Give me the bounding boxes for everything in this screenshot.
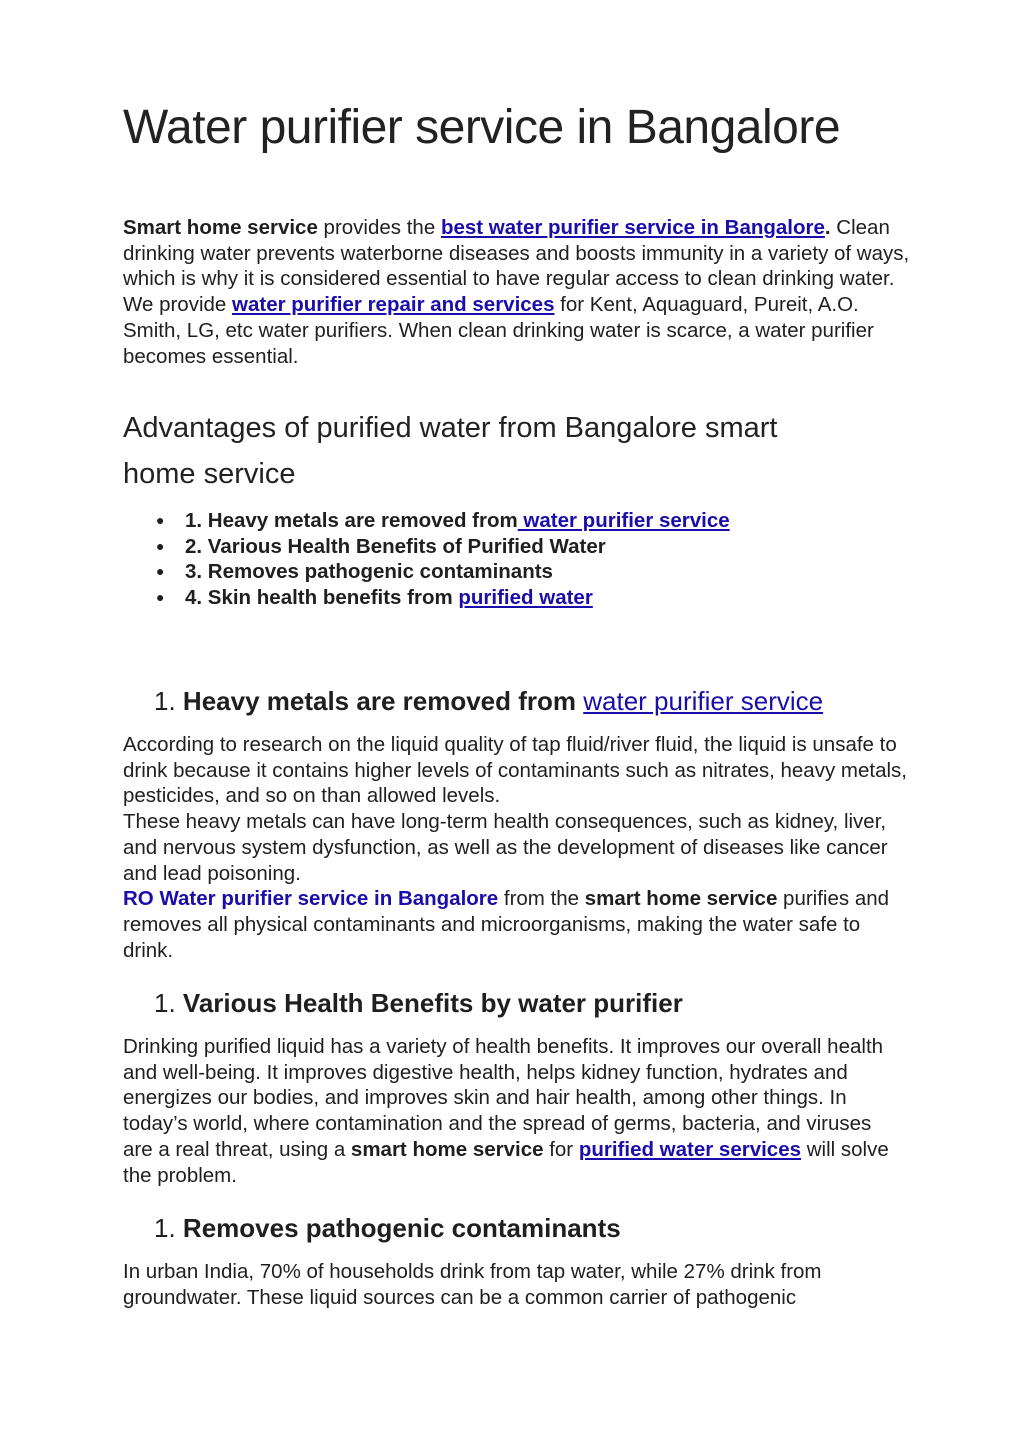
section3-paragraph: In urban India, 70% of households drink from tap water, while 27% drink from groundwater. These liquid sources can be a common carrier of pathogenic (123, 1260, 822, 1309)
list-item (123, 559, 730, 585)
list-item-text: 1. Heavy metals are removed from (185, 509, 518, 532)
smart-home-service-bold: smart home service (350, 1137, 544, 1161)
list-item-text: 4. Skin health benefits from (185, 586, 459, 610)
water-purifier-service-link[interactable]: water purifier service (517, 509, 730, 532)
purified-water-services-link[interactable]: purified water services (578, 1137, 802, 1161)
section-heading-pathogenic (154, 1213, 621, 1244)
intro-period: . (824, 216, 831, 239)
section1-text-3: from the (498, 887, 585, 911)
page-title: Water purifier service in Bangalore (123, 101, 841, 154)
section-heading-link[interactable]: water purifier service (583, 686, 824, 716)
section1-text-2: These heavy metals can have long-term health consequences, such as kidney, liver, and nervous system dysfunction, as well as the development of diseases like cancer and lead poisoning. (123, 810, 888, 885)
brand-name: Smart home service (123, 216, 318, 239)
section-heading-text: Heavy metals are removed from (182, 686, 584, 716)
section-heading-health-benefits (154, 988, 683, 1019)
advantages-list (123, 508, 730, 611)
section-number: 1. (154, 686, 176, 716)
repair-services-link[interactable]: water purifier repair and services (232, 293, 555, 317)
bullet-icon: ● (156, 589, 165, 606)
intro-text-3: Clean drinking water prevents waterborne diseases and boosts immunity in a variety of ways, which is why it is considered essential to have regular access to clean drinking water. We provide (123, 216, 910, 317)
advantages-heading: Advantages of purified water from Bangalore smart home service (123, 412, 778, 490)
section2-text-2: for (543, 1137, 579, 1161)
intro-text-4: for Kent, Aquaguard, Pureit, A.O. Smith, LG, etc water purifiers. When clean drinking water is scarce, a water purifier becomes essential. (123, 293, 874, 368)
section-heading-heavy-metals (154, 686, 823, 717)
intro-text-1: provides the (317, 216, 441, 239)
bullet-icon: ● (156, 563, 165, 580)
bullet-icon: ● (156, 537, 165, 554)
list-item (123, 534, 730, 560)
list-item (123, 585, 730, 611)
section1-paragraph (123, 732, 913, 963)
purified-water-link[interactable]: purified water (458, 586, 593, 610)
list-item-text: 2. Various Health Benefits of Purified Water (185, 534, 606, 558)
section2-paragraph (123, 1034, 903, 1188)
section-number: 1. (154, 988, 176, 1018)
best-service-link[interactable]: best water purifier service in Bangalore (440, 216, 825, 239)
list-item-text: 3. Removes pathogenic contaminants (185, 560, 553, 584)
section2-text-3: will solve the problem. (123, 1137, 889, 1187)
section1-text-4: purifies and removes all physical contaminants and microorganisms, making the water safe to drink. (123, 887, 890, 962)
section-heading-text: Removes pathogenic contaminants (182, 1213, 621, 1243)
list-item (123, 508, 730, 534)
ro-service-link[interactable]: RO Water purifier service in Bangalore (123, 887, 499, 911)
section-heading-text: Various Health Benefits by water purifier (182, 988, 683, 1018)
section1-text-1: According to research on the liquid quality of tap fluid/river fluid, the liquid is unsafe to drink because it contains higher levels of contaminants such as nitrates, heavy metals, pesticides, and so on than allowed levels. (123, 733, 907, 808)
intro-paragraph (123, 215, 913, 369)
bullet-icon: ● (156, 512, 165, 528)
section-number: 1. (154, 1213, 176, 1243)
section2-text-1: Drinking purified liquid has a variety of health benefits. It improves our overall health and well-being. It improves digestive health, helps kidney function, hydrates and energizes our bodies, and improves skin and hair health, among other things. In today’s world, where contamination and the spread of germs, bacteria, and viruses are a real threat, using a (123, 1035, 884, 1161)
smart-home-service-bold: smart home service (584, 887, 778, 911)
